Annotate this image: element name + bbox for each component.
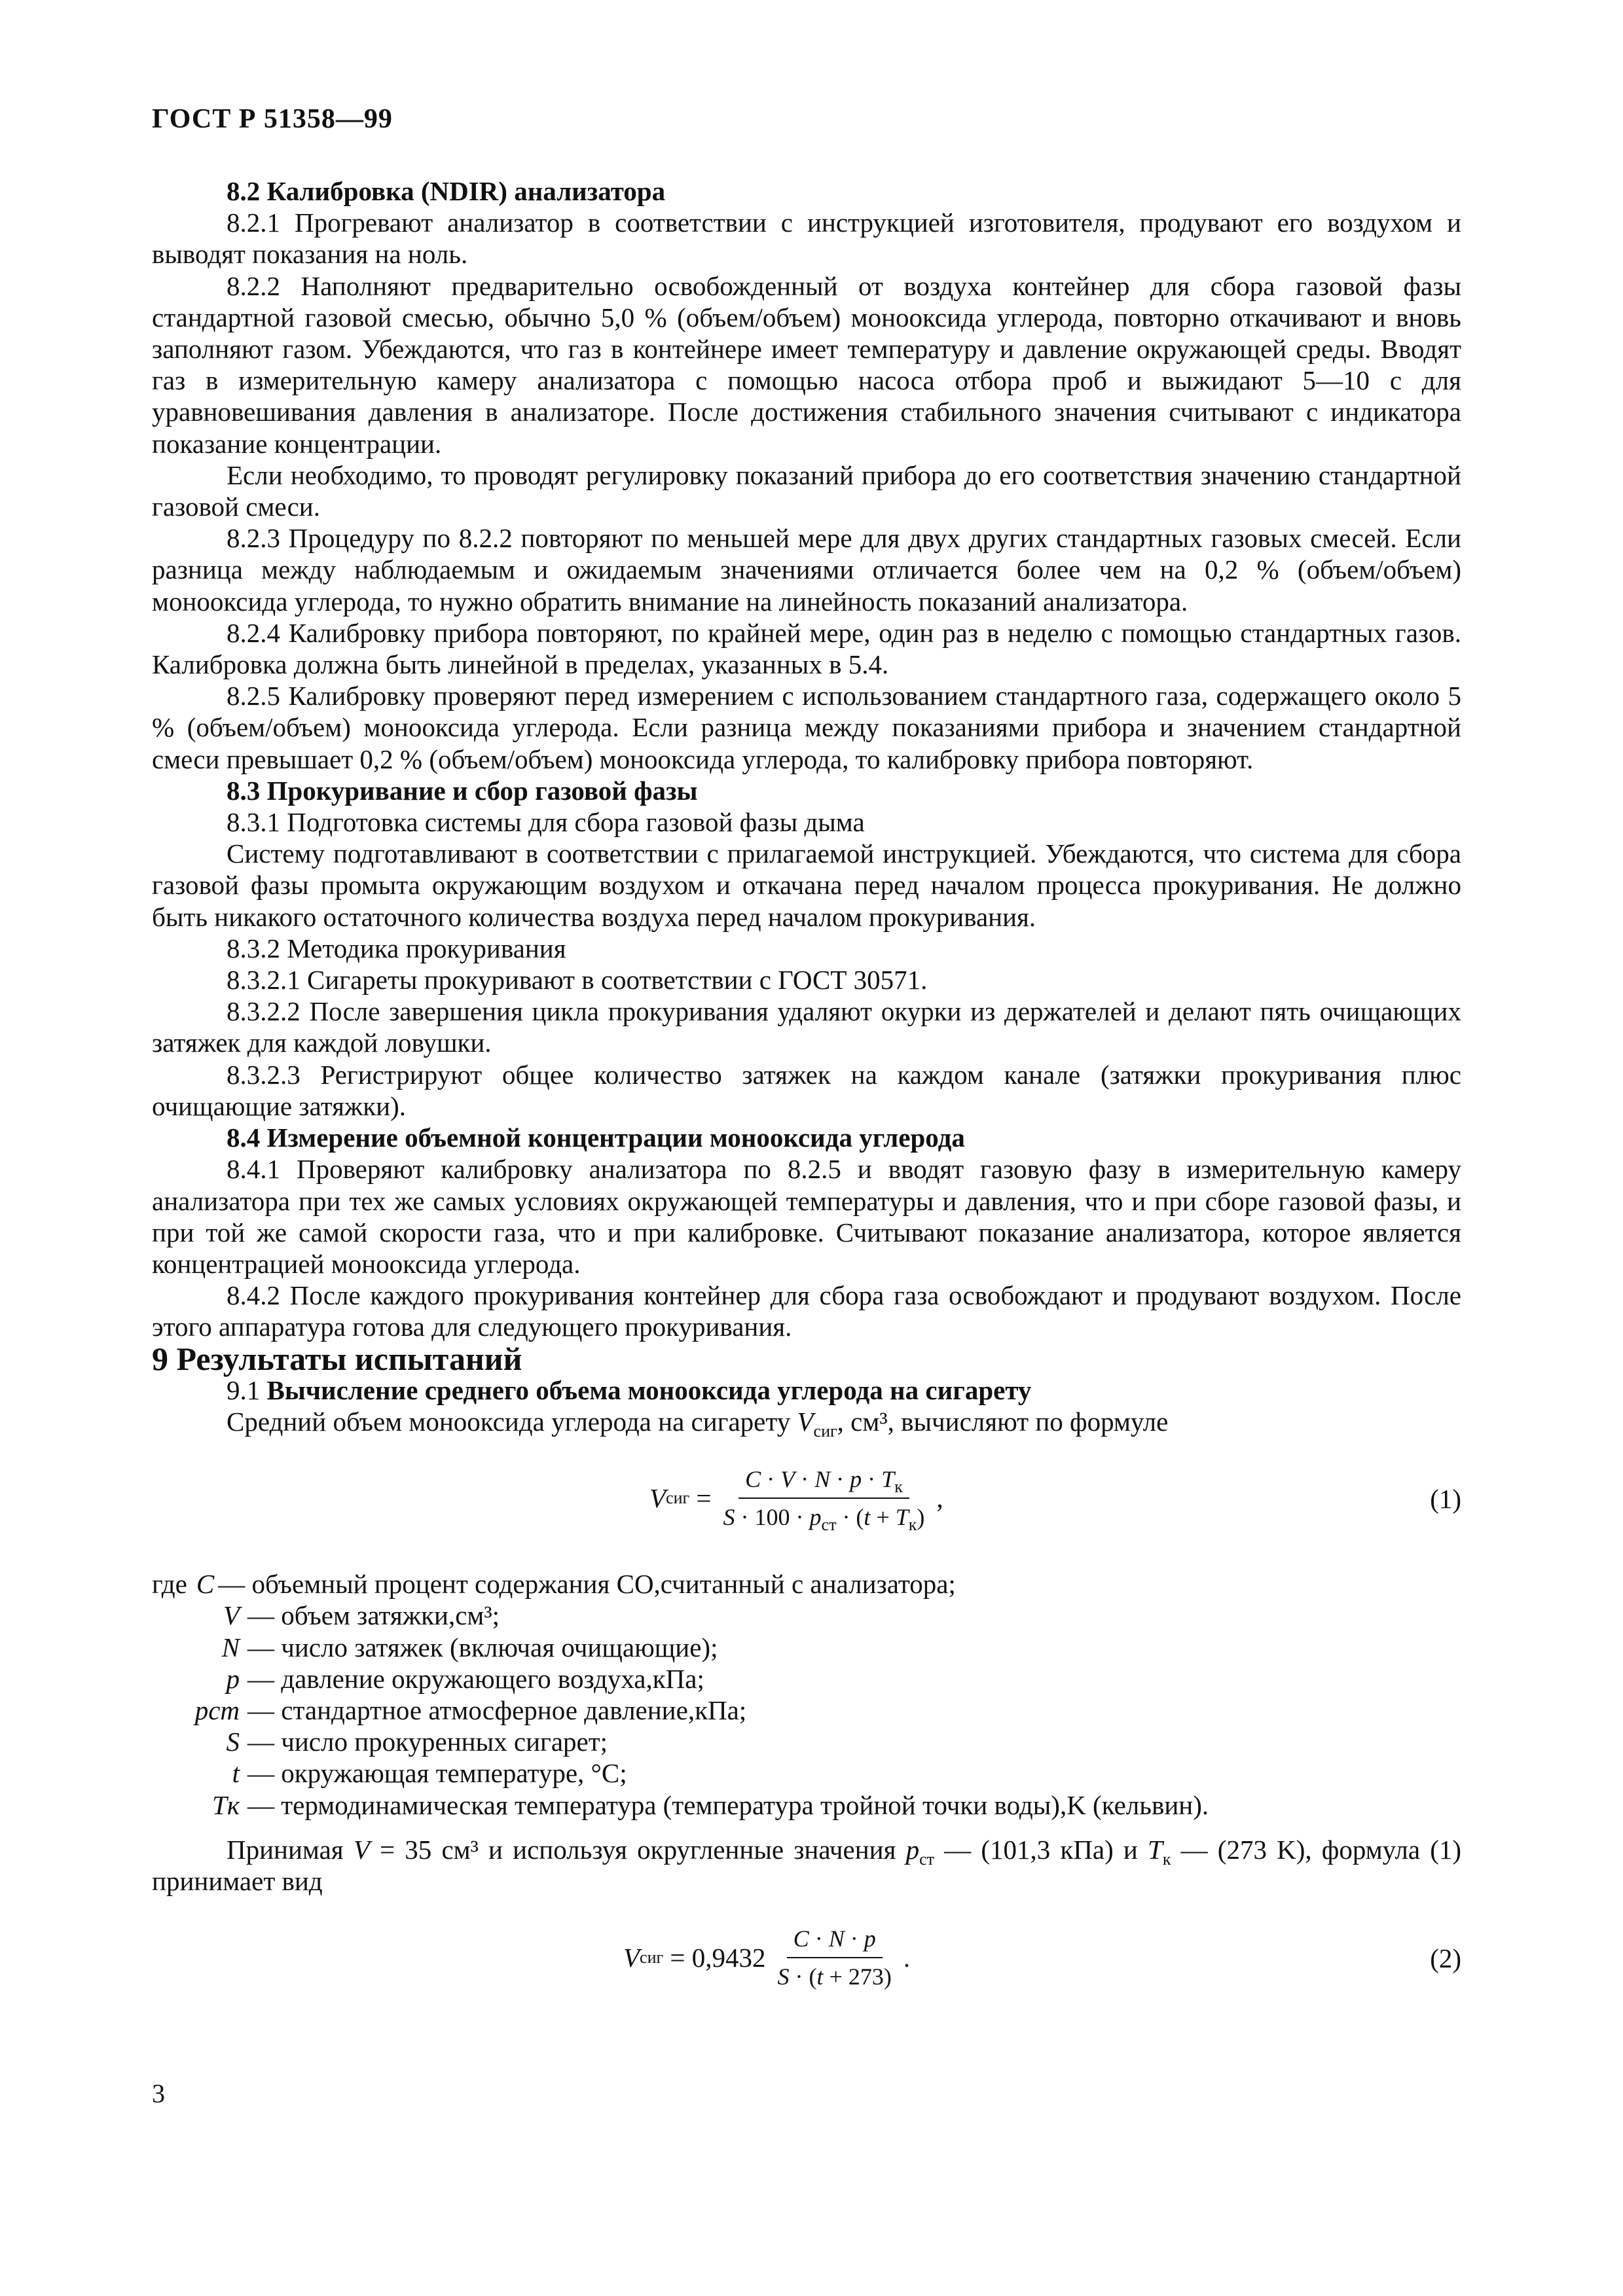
intro-text-a: Средний объем монооксида углерода на сигарету — [227, 1406, 797, 1437]
formula-2-fraction: $\frac{C \cdot N \cdot p}{S \cdot (t + 273)}$ — [771, 1923, 898, 1992]
page-header: ГОСТ Р 51358—99 — [152, 104, 393, 134]
where-label: где — [152, 1569, 187, 1600]
paragraph: Если необходимо, то проводят регулировку показаний прибора до его соответствия значению стандартной газовой смеси. — [152, 459, 1461, 522]
formula-intro — [152, 1406, 1461, 1441]
variable-description: — объемный процент содержания СО,считанный с анализатора; — [218, 1569, 956, 1600]
paragraph: 8.2.2 Наполняют предварительно освобожденный от воздуха контейнер для сбора газовой фазы стандартной газовой смесью, обычно 5,0 % (объем/объем) монооксида углерода, повторно откачивают и вновь заполняют газом. Убеждаются, что газ в контейнере имеет температуру и давление окружающей среды. Вводят газ в измерительную камеру анализатора с помощью насоса отбора проб и выжидают 5—10 с для уравновешивания давления в анализаторе. После достижения стабильного значения считывают с индикатора показание концентрации. — [152, 270, 1461, 459]
variable-symbol: p — [226, 1663, 240, 1694]
document-body — [152, 175, 1461, 2008]
accept-text-a: Принимая — [227, 1834, 354, 1865]
variable-definition — [152, 1568, 1461, 1600]
accept-paragraph: Принимая V = 35 см³ и используя округленные значения $p_{ст}$ — (101,3 кПа) и $T_к$ — (273 K), формула (1) принимает вид — [152, 1834, 1461, 1896]
paragraph: 8.3.2.1 Сигареты прокуривают в соответствии с ГОСТ 30571. — [227, 965, 928, 996]
symbol-v-sig: V — [797, 1406, 814, 1437]
page-number: 3 — [152, 2079, 165, 2108]
paragraph: 8.2.4 Калибровку прибора повторяют, по крайней мере, один раз в неделю с помощью стандартных газов. Калибровка должна быть линейной в пределах, указанных в 5.4. — [152, 617, 1461, 680]
variable-symbol: V — [223, 1600, 240, 1631]
subsection-heading: 8.4 Измерение объемной концентрации монооксида углерода — [227, 1122, 965, 1153]
variable-symbol: C — [196, 1569, 215, 1600]
variable-definition — [152, 1632, 1461, 1663]
formula-1-number: (1) — [1430, 1484, 1461, 1515]
formula-1 — [152, 1457, 1461, 1555]
variable-definition — [152, 1663, 1461, 1695]
paragraph: 8.4.1 Проверяют калибровку анализатора по 8.2.5 и вводят газовую фазу в измерительную камеру анализатора при тех же самых условиях окружающей температуры и давления, что и при сборе газовой фазы, и при той же самой скорости газа, что и при калибровке. Считывают показание анализатора, которое является концентрацией монооксида углерода. — [152, 1154, 1461, 1279]
formula-2-expression: V сиг = 0,9432 $\frac{C \cdot N \cdot p}{S \cdot (t + 273)}$ . — [623, 1923, 910, 1992]
subsection-heading: 8.3 Прокуривание и сбор газовой фазы — [227, 775, 698, 806]
paragraphs-8 — [152, 175, 1461, 1343]
variable-description: — число прокуренных сигарет; — [247, 1727, 608, 1757]
variable-symbol: S — [226, 1727, 240, 1757]
paragraph: 8.4.2 После каждого прокуривания контейнер для сбора газа освобождают и продувают воздухом. После этого аппаратура готова для следующего прокуривания. — [152, 1280, 1461, 1342]
subsection-heading: 8.2 Калибровка (NDIR) анализатора — [227, 176, 666, 206]
variable-description: — окружающая температуре, °C; — [247, 1758, 627, 1789]
accept-text-d: — (273 K), формула (1) принимает вид — [152, 1834, 1461, 1896]
variable-definition — [152, 1695, 1461, 1726]
variable-definition — [152, 1726, 1461, 1757]
paragraph: 8.3.2 Методика прокуривания — [227, 933, 566, 963]
formula-2-number: (2) — [1430, 1943, 1461, 1974]
accept-text-b: = 35 см³ и используя округленные значения — [369, 1834, 906, 1865]
variable-symbol: pст — [194, 1695, 240, 1725]
section-heading: 9 Результаты испытаний — [152, 1340, 522, 1377]
paragraph: 8.2.5 Калибровку проверяют перед измерением с использованием стандартного газа, содержащего около 5 % (объем/объем) монооксида углерода. Если разница между показаниями прибора и значением стандартной смеси превышает 0,2 % (объем/объем) монооксида углерода, то калибровку прибора повторяют. — [152, 681, 1461, 774]
symbol-v-sig-sub: сиг — [813, 1422, 837, 1441]
subsection-title — [152, 1374, 1461, 1406]
subsection-number: 9.1 — [227, 1374, 261, 1405]
variable-description: — число затяжек (включая очищающие); — [247, 1632, 718, 1662]
variable-description: — давление окружающего воздуха,кПа; — [247, 1663, 704, 1694]
variable-definition — [152, 1789, 1461, 1821]
variable-description: — стандартное атмосферное давление,кПа; — [247, 1695, 747, 1725]
variable-description: — объем затяжки,см³; — [247, 1600, 500, 1631]
formula-2-coefficient: = 0,9432 — [670, 1943, 766, 1973]
formula-1-expression: V сиг = $\frac{C \cdot V \cdot N \cdot p \cdot T_к}{S \cdot 100 \cdot p_{ст} \cdot (t + T_к)}$ , — [649, 1463, 943, 1533]
variable-definition — [152, 1757, 1461, 1789]
paragraph: 8.2.1 Прогревают анализатор в соответствии с инструкцией изготовителя, продувают его воздухом и выводят показания на ноль. — [152, 207, 1461, 270]
variable-symbol: Tк — [212, 1789, 240, 1820]
subsection-title-text: Вычисление среднего объема монооксида углерода на сигарету — [266, 1374, 1032, 1405]
paragraph: 8.3.2.3 Регистрируют общее количество затяжек на каждом канале (затяжки прокуривания плюс очищающие затяжки). — [152, 1059, 1461, 1121]
formula-1-fraction: $\frac{C \cdot V \cdot N \cdot p \cdot T_к}{S \cdot 100 \cdot p_{ст} \cdot (t + T_к)}$ — [717, 1463, 932, 1533]
variable-description: — термодинамическая температура (температура тройной точки воды),K (кельвин). — [247, 1789, 1209, 1820]
formula-2 — [152, 1916, 1461, 1995]
paragraph: 8.2.3 Процедуру по 8.2.2 повторяют по меньшей мере для двух других стандартных газовых смесей. Если разница между наблюдаемым и ожидаемым значениями отличается более чем на 0,2 % (объем/объем) монооксида углерода, то нужно обратить внимание на линейность показаний анализатора. — [152, 523, 1461, 617]
variable-definition — [152, 1600, 1461, 1631]
accept-text-c: — (101,3 кПа) и — [934, 1834, 1148, 1865]
intro-text-b: , см³, вычисляют по формуле — [837, 1406, 1169, 1437]
paragraph: 8.3.1 Подготовка системы для сбора газовой фазы дыма — [227, 807, 865, 838]
variable-definitions — [152, 1568, 1461, 1821]
variable-symbol: N — [221, 1632, 240, 1662]
variable-symbol: t — [232, 1758, 240, 1789]
paragraph: Систему подготавливают в соответствии с прилагаемой инструкцией. Убеждаются, что система для сбора газовой фазы промыта окружающим воздухом и откачана перед началом процесса прокуривания. Не должно быть никакого остаточного количества воздуха перед началом прокуривания. — [152, 838, 1461, 932]
paragraph: 8.3.2.2 После завершения цикла прокуривания удаляют окурки из держателей и делают пять очищающих затяжек для каждой ловушки. — [152, 996, 1461, 1058]
